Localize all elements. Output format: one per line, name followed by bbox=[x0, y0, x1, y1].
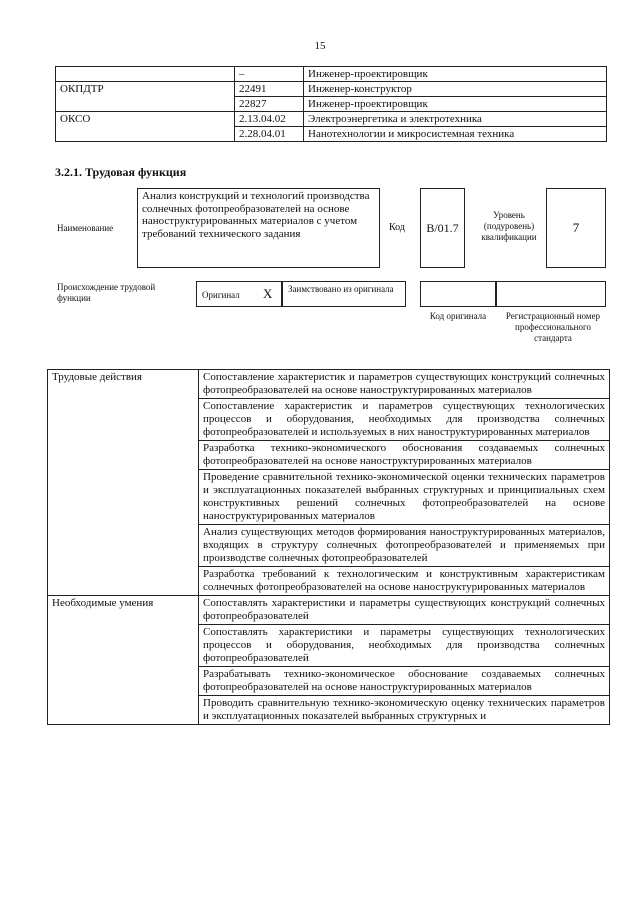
name-cell: Инженер-конструктор bbox=[304, 82, 607, 97]
original-code-box bbox=[420, 281, 496, 307]
code-label: Код bbox=[389, 222, 405, 233]
original-label: Оригинал bbox=[202, 290, 240, 300]
original-code-caption: Код оригинала bbox=[429, 311, 487, 321]
code-cell: 2.28.04.01 bbox=[235, 127, 304, 142]
function-code-box: В/01.7 bbox=[420, 188, 465, 268]
table-row bbox=[56, 112, 607, 127]
code-cell: 22491 bbox=[235, 82, 304, 97]
list-item: Сопоставление характеристик и параметров существующих технологических процессов и оборудования, необходимых для производства солнечных фотопреобразователей и используемых в них наноструктурированных материалов bbox=[199, 399, 610, 441]
registration-number-caption: Регистрационный номер профессионального стандарта bbox=[505, 311, 601, 343]
classifier-cell bbox=[56, 67, 235, 82]
code-cell: 2.13.04.02 bbox=[235, 112, 304, 127]
section-title: 3.2.1. Трудовая функция bbox=[55, 165, 187, 179]
table-row bbox=[48, 370, 610, 399]
list-item: Разработка технико-экономического обоснования создаваемых солнечных фотопреобразователей на основе наноструктурированных материалов bbox=[199, 441, 610, 470]
list-item: Проведение сравнительной технико-экономической оценки технических параметров и эксплуатационных показателей выбранных структурных и принципиальных схем конструктивных решений солнечных фотопреобразователей на основе наноструктурированных материалов bbox=[199, 470, 610, 525]
classifier-cell: ОКПДТР bbox=[56, 82, 235, 112]
original-mark: X bbox=[263, 286, 273, 301]
classifier-cell: ОКСО bbox=[56, 112, 235, 142]
name-cell: Инженер-проектировщик bbox=[304, 97, 607, 112]
name-cell: Нанотехнологии и микросистемная техника bbox=[304, 127, 607, 142]
name-cell: Инженер-проектировщик bbox=[304, 67, 607, 82]
list-item: Сопоставлять характеристики и параметры существующих технологических процессов и оборудования, необходимых для производства солнечных фотопреобразователей bbox=[199, 625, 610, 667]
table-row bbox=[56, 82, 607, 97]
borrowed-box bbox=[282, 281, 406, 307]
origin-label: Происхождение трудовой функции bbox=[57, 282, 156, 303]
original-box bbox=[196, 281, 282, 307]
list-item: Проводить сравнительную технико-экономическую оценку технических параметров и эксплуатационных показателей выбранных структурных и bbox=[199, 696, 610, 725]
page-number: 15 bbox=[314, 40, 326, 52]
function-name-box: Анализ конструкций и технологий производства солнечных фотопреобразователей на основе наноструктурированных материалов с учетом требований технического задания bbox=[137, 188, 380, 268]
origin-boxes bbox=[196, 281, 406, 307]
name-cell: Электроэнергетика и электротехника bbox=[304, 112, 607, 127]
name-label: Наименование bbox=[57, 223, 114, 233]
qualification-level-box: 7 bbox=[546, 188, 606, 268]
code-cell: 22827 bbox=[235, 97, 304, 112]
classifier-codes-table bbox=[55, 66, 607, 142]
list-item: Сопоставление характеристик и параметров существующих конструкций солнечных фотопреобразователей на основе наноструктурированных материалов bbox=[199, 370, 610, 399]
level-label: Уровень (подуровень) квалификации bbox=[481, 210, 537, 242]
list-item: Анализ существующих методов формирования наноструктурированных материалов, входящих в структуру солнечных фотопреобразователей и применяемых при производстве солнечных фотопреобразователей bbox=[199, 525, 610, 567]
list-item: Разрабатывать технико-экономическое обоснование создаваемых солнечных фотопреобразователей на основе наноструктурированных материалов bbox=[199, 667, 610, 696]
skills-label: Необходимые умения bbox=[48, 596, 199, 725]
registration-number-box bbox=[496, 281, 606, 307]
borrowed-label: Заимствовано из оригинала bbox=[288, 284, 394, 294]
table-row bbox=[56, 67, 607, 82]
list-item: Разработка требований к технологическим и конструктивным характеристикам солнечных фотопреобразователей на основе наноструктурированных материалов bbox=[199, 567, 610, 596]
table-row bbox=[48, 596, 610, 625]
labor-function-table bbox=[47, 369, 610, 725]
code-cell: – bbox=[235, 67, 304, 82]
actions-label: Трудовые действия bbox=[48, 370, 199, 596]
list-item: Сопоставлять характеристики и параметры существующих конструкций солнечных фотопреобразователей bbox=[199, 596, 610, 625]
